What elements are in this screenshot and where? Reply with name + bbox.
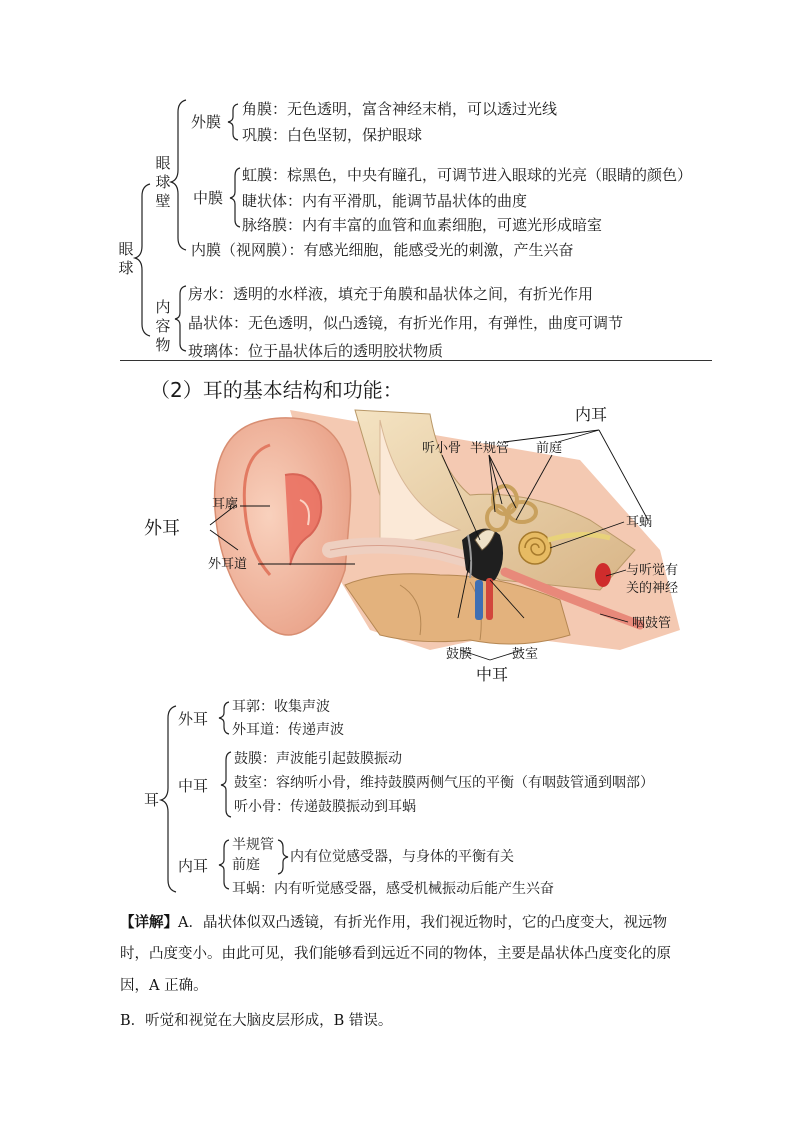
semicircular-row: 半规管 <box>232 837 274 853</box>
label-auricle: 耳廓 <box>212 496 239 511</box>
label-ear-canal: 外耳道 <box>208 556 248 571</box>
vitreous-row: 玻璃体：位于晶状体后的透明胶状物质 <box>188 342 444 360</box>
eye-contents-label: 内容物 <box>155 298 171 354</box>
vestibule-row: 前庭 <box>232 857 260 873</box>
label-outer-ear: 外耳 <box>144 518 180 538</box>
tympanic-row: 鼓室：容纳听小骨，维持鼓膜两侧气压的平衡（有咽鼓管通到咽部） <box>234 775 654 791</box>
canal-row: 外耳道：传递声波 <box>232 722 344 738</box>
label-cochlea: 耳蜗 <box>626 514 653 529</box>
iris-row: 虹膜：棕黑色，中央有瞳孔，可调节进入眼球的光亮（眼睛的颜色） <box>242 166 693 184</box>
detail-line-3: 因，A 正确。 <box>120 978 208 994</box>
section-title: （2）耳的基本结构和功能： <box>150 378 403 402</box>
ear-root-label: 耳 <box>144 791 160 809</box>
sclera-row: 巩膜：白色坚韧，保护眼球 <box>242 126 423 144</box>
label-eardrum: 鼓膜 <box>446 646 473 661</box>
detail-tag: 【详解】 <box>120 914 178 931</box>
balance-desc: 内有位觉感受器，与身体的平衡有关 <box>290 849 514 865</box>
detail-line-1: 【详解】A．晶状体似双凸透镜，有折光作用，我们视近物时，它的凸度变大，视远物 <box>120 914 667 931</box>
label-tympanic: 鼓室 <box>512 646 539 661</box>
section-divider <box>120 360 712 361</box>
ciliary-row: 睫状体：内有平滑肌，能调节晶状体的曲度 <box>242 192 528 210</box>
cochlea-row: 耳蜗：内有听觉感受器，感受机械振动后能产生兴奋 <box>232 881 554 897</box>
ossicles-row: 听小骨：传递鼓膜振动到耳蜗 <box>234 799 416 815</box>
retina-row: 内膜（视网膜）：有感光细胞，能感受光的刺激，产生兴奋 <box>191 241 574 259</box>
choroid-row: 脉络膜：内有丰富的血管和血素细胞，可遮光形成暗室 <box>242 216 603 234</box>
detail-line-2: 时，凸度变小。由此可见，我们能够看到远近不同的物体，主要是晶状体凸度变化的原 <box>120 946 671 962</box>
eardrum-row: 鼓膜：声波能引起鼓膜振动 <box>234 751 402 767</box>
auricle-row: 耳郭：收集声波 <box>232 699 330 715</box>
outer-membrane-label: 外膜 <box>191 113 222 131</box>
ear-anatomy-figure <box>140 400 700 682</box>
outer-ear-label: 外耳 <box>178 710 209 728</box>
label-vestibule: 前庭 <box>536 440 563 455</box>
eye-root-label: 眼球 <box>118 240 134 277</box>
label-semicircular: 半规管 <box>470 440 510 455</box>
aqueous-row: 房水：透明的水样液，填充于角膜和晶状体之间，有折光作用 <box>188 285 594 303</box>
label-ossicles: 听小骨 <box>422 440 462 455</box>
detail-line-4: B．听觉和视觉在大脑皮层形成，B 错误。 <box>120 1013 393 1029</box>
label-eustachian: 咽鼓管 <box>632 615 672 630</box>
middle-membrane-label: 中膜 <box>193 189 224 207</box>
label-inner-ear: 内耳 <box>575 407 608 424</box>
lens-row: 晶状体：无色透明，似凸透镜，有折光作用，有弹性，曲度可调节 <box>188 314 624 332</box>
middle-ear-label: 中耳 <box>178 777 209 795</box>
cornea-row: 角膜：无色透明，富含神经末梢，可以透过光线 <box>242 100 558 118</box>
eye-wall-label: 眼球壁 <box>155 154 171 210</box>
label-nerve-line1: 与听觉有 <box>626 562 679 577</box>
label-middle-ear: 中耳 <box>476 667 509 682</box>
label-nerve-line2: 关的神经 <box>626 580 679 595</box>
inner-ear-label: 内耳 <box>178 857 209 875</box>
